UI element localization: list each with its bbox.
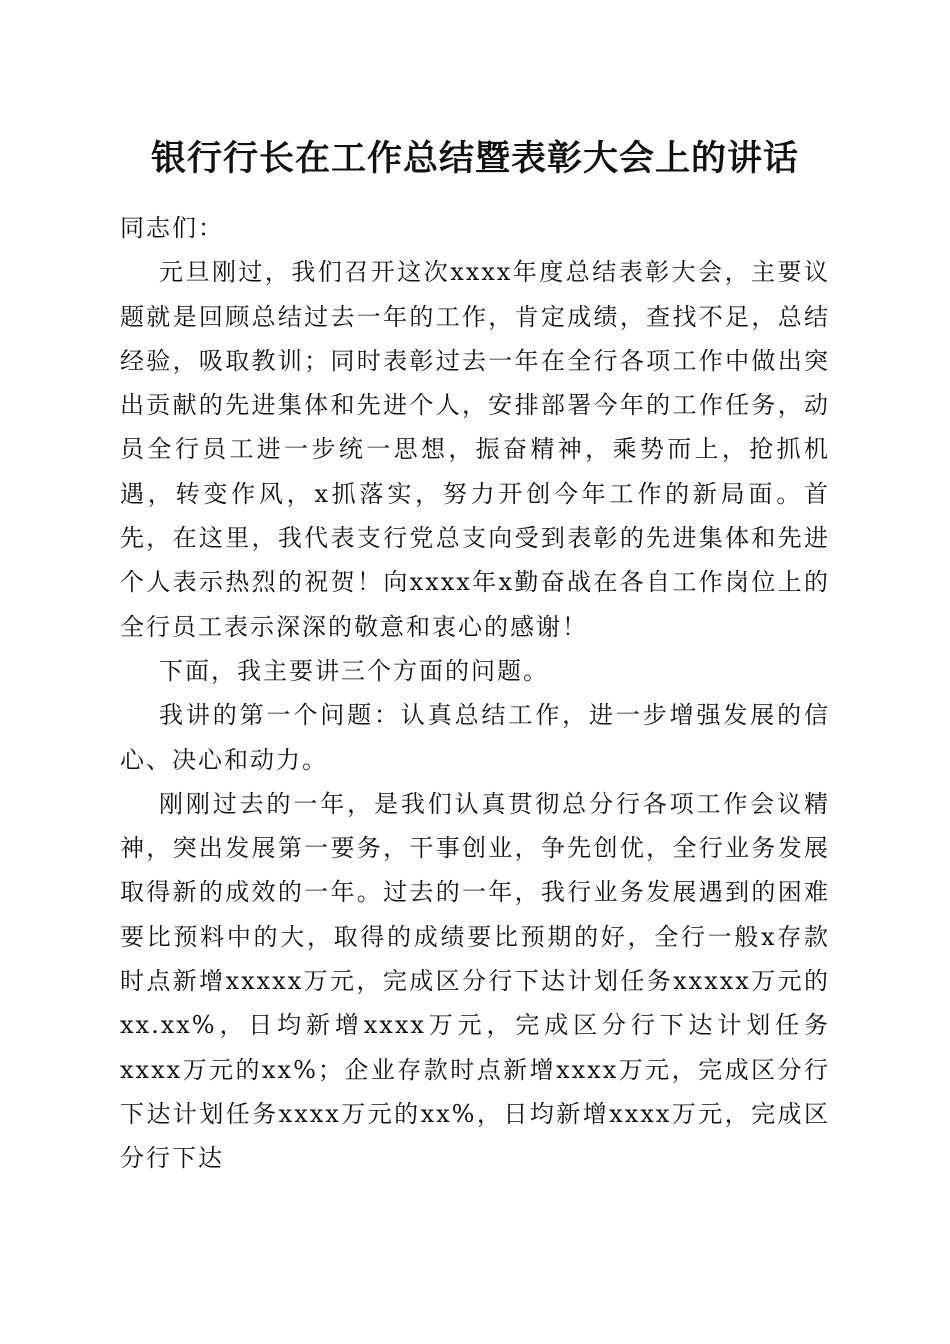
paragraph-outline: 下面，我主要讲三个方面的问题。 [159,656,549,685]
document-body [120,206,830,1181]
paragraph-review: 刚刚过去的一年，是我们认真贯彻总分行各项工作会议精神，突出发展第一要务，干事创业，争先创优，全行业务发展取得新的成效的一年。过去的一年，我行业务发展遇到的困难要比预料中的大，取得的成绩要比预期的好，全行一般x存款时点新增xxxxx万元，完成区分行下达计划任务xxxxx万元的xx.xx%，日均新增xxxx万元，完成区分行下达计划任务xxxx万元的xx%；企业存款时点新增xxxx万元，完成区分行下达计划任务xxxx万元的xx%，日均新增xxxx万元，完成区分行下达 [120,789,830,1173]
paragraph-opening: 元旦刚过，我们召开这次xxxx年度总结表彰大会，主要议题就是回顾总结过去一年的工作，肯定成绩，查找不足，总结经验，吸取教训；同时表彰过去一年在全行各项工作中做出突出贡献的先进集体和先进个人，安排部署今年的工作任务，动员全行员工进一步统一思想，振奋精神，乘势而上，抢抓机遇，转变作风，x抓落实，努力开创今年工作的新局面。首先，在这里，我代表支行党总支向受到表彰的先进集体和先进个人表示热烈的祝贺！向xxxx年x勤奋战在各自工作岗位上的全行员工表示深深的敬意和衷心的感谢！ [120,258,830,641]
paragraph-first-topic: 我讲的第一个问题：认真总结工作，进一步增强发展的信心、决心和动力。 [120,701,830,774]
document-title: 银行行长在工作总结暨表彰大会上的讲话 [150,138,799,179]
salutation: 同志们： [120,214,224,242]
